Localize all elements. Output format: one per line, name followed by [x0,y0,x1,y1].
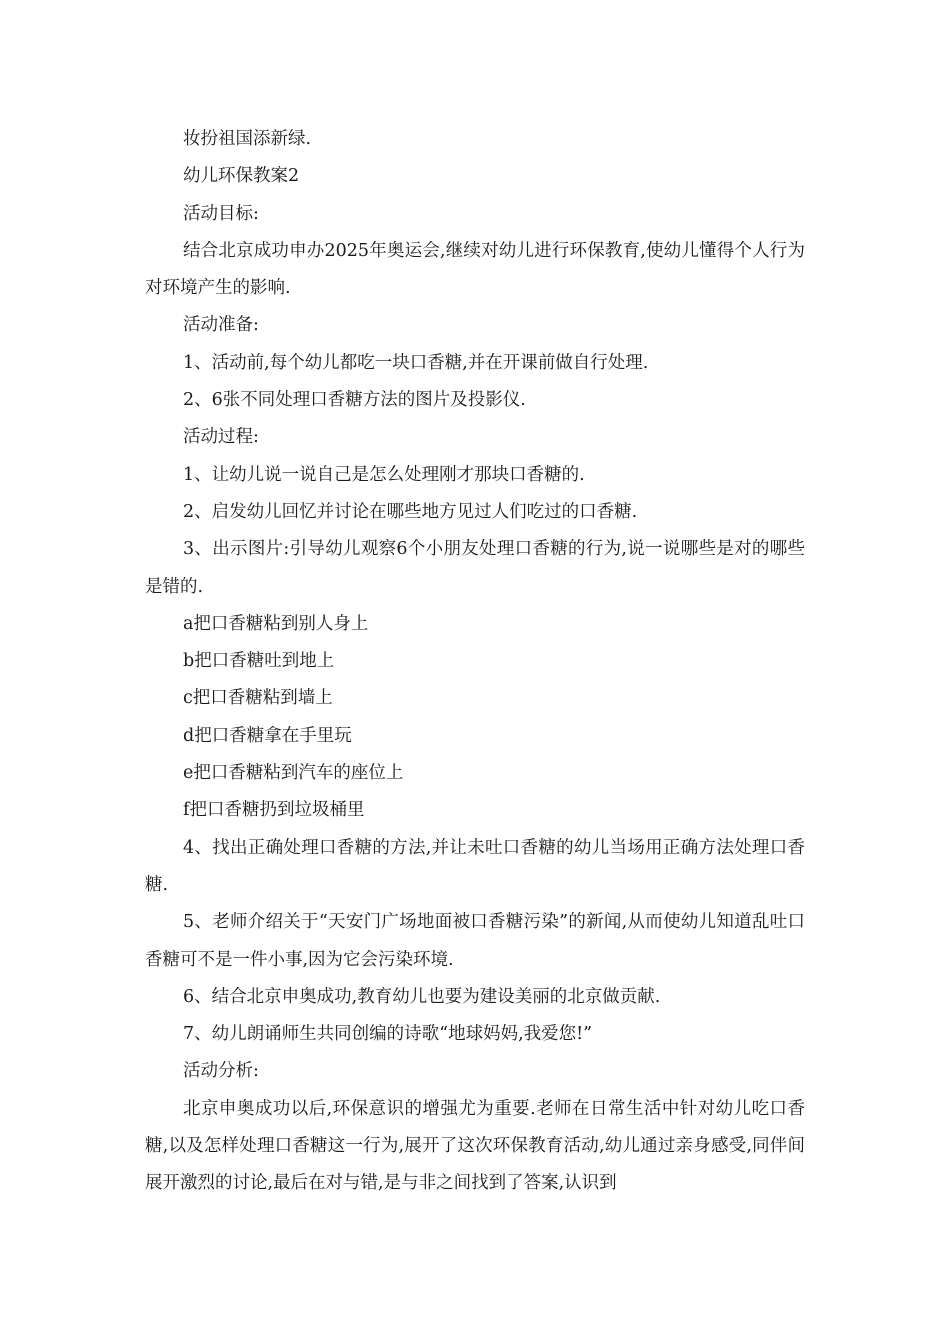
picture-item-f: f把口香糖扔到垃圾桶里 [183,800,365,821]
process-step-6: 6、结合北京申奥成功,教育幼儿也要为建设美丽的北京做贡献. [183,986,661,1007]
document-body [145,121,805,1203]
section-heading-goals: 活动目标: [183,203,259,224]
picture-item-a: a把口香糖粘到别人身上 [183,613,369,634]
picture-item-d: d把口香糖拿在手里玩 [183,725,352,746]
paragraph-analysis: 北京申奥成功以后,环保意识的增强尤为重要.老师在日常生活中针对幼儿吃口香糖,以及怎样处理口香糖这一行为,展开了这次环保教育活动,幼儿通过亲身感受,同伴间展开激烈的讨论,最后在对与错,是与非之间找到了答案,认识到 [145,1098,805,1194]
picture-item-b: b把口香糖吐到地上 [183,651,335,672]
preparation-item-2: 2、6张不同处理口香糖方法的图片及投影仪. [183,390,526,411]
section-heading-preparation: 活动准备: [183,315,259,336]
process-step-5: 5、老师介绍关于“天安门广场地面被口香糖污染”的新闻,从而使幼儿知道乱吐口香糖可不是一件小事,因为它会污染环境. [145,912,805,970]
picture-item-c: c把口香糖粘到墙上 [183,688,333,709]
paragraph-goals: 结合北京成功申办2025年奥运会,继续对幼儿进行环保教育,使幼儿懂得个人行为对环境产生的影响. [145,240,805,299]
paragraph-closing-line: 妆扮祖国添新绿. [183,129,312,149]
process-step-2: 2、启发幼儿回忆并讨论在哪些地方见过人们吃过的口香糖. [183,501,638,522]
process-step-1: 1、让幼儿说一说自己是怎么处理刚才那块口香糖的. [183,464,585,485]
section-heading-process: 活动过程: [183,427,259,448]
process-step-4: 4、找出正确处理口香糖的方法,并让未吐口香糖的幼儿当场用正确方法处理口香糖. [145,837,805,895]
lesson-plan-title: 幼儿环保教案2 [183,166,300,187]
picture-item-e: e把口香糖粘到汽车的座位上 [183,763,404,784]
process-step-3: 3、出示图片:引导幼儿观察6个小朋友处理口香糖的行为,说一说哪些是对的哪些是错的. [145,539,805,597]
process-step-7: 7、幼儿朗诵师生共同创编的诗歌“地球妈妈,我爱您!” [183,1024,593,1045]
preparation-item-1: 1、活动前,每个幼儿都吃一块口香糖,并在开课前做自行处理. [183,352,649,373]
section-heading-analysis: 活动分析: [183,1061,259,1082]
